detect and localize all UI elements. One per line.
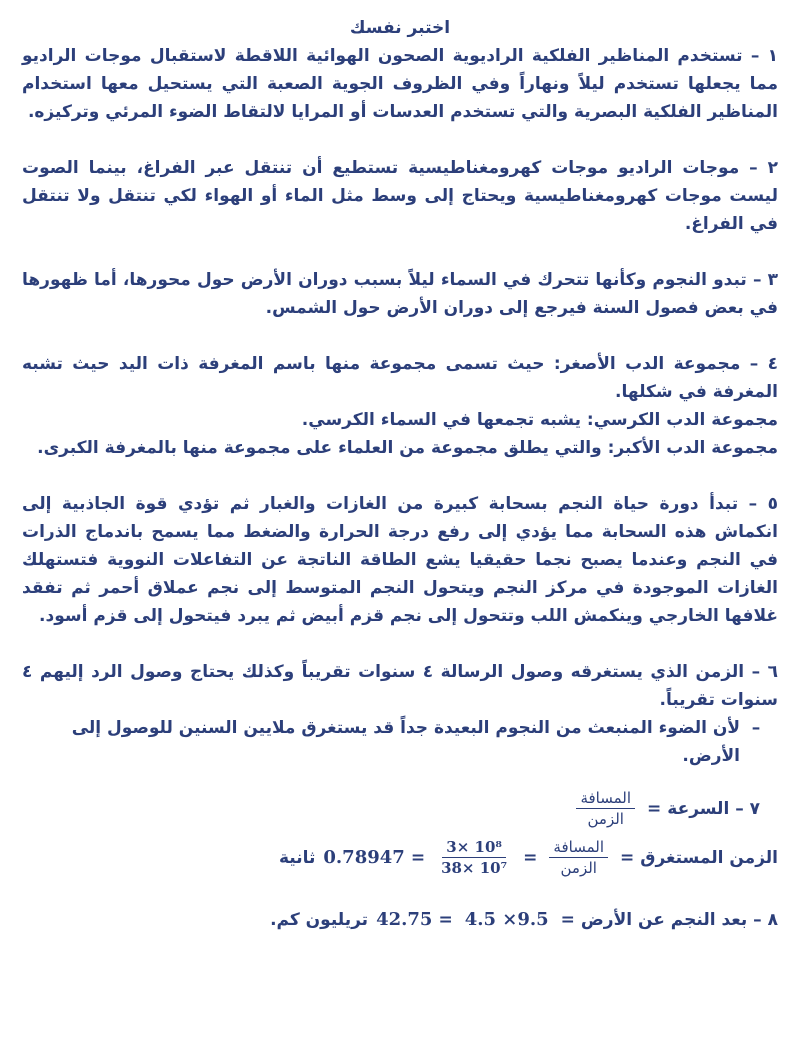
answer-4-line-1: ٤ – مجموعة الدب الأصغر: حيث تسمى مجموعة منها باسم المغرفة ذات اليد حيث تشبه المغرفة في شكلها. — [22, 354, 778, 402]
answer-5: ٥ – تبدأ دورة حياة النجم بسحابة كبيرة من الغازات والغبار ثم تؤدي قوة الجاذبية إلى انكماش هذه السحابة مما يؤدي إلى رفع درجة الحرارة والضغط مما يسمح باندماج الذرات في النجم وعندما يصبح نجما حقيقيا يشع الطاقة الناتجة عن التفاعلات النووية فتستهلك الغازات الموجودة في مركز النجم ويتحول النجم المتوسط إلى نجم عملاق أحمر ثم تفقد غلافها الخارجي وينكمش اللب وتتحول إلى نجم قزم أبيض ثم يبرد فيتحول إلى قزم أسود. — [22, 494, 778, 626]
distance-over-time-fraction — [549, 837, 608, 878]
equals-sign: = — [410, 847, 426, 868]
speed-label: ٧ – السرعة — [667, 798, 760, 819]
answer-6-text: ٦ – الزمن الذي يستغرقه وصول الرسالة ٤ سنوات تقريباً وكذلك يحتاج وصول الرد إليهم ٤ سنوات تقريباً. — [22, 662, 778, 710]
equals-sign: = — [523, 847, 538, 868]
answer-8 — [22, 906, 778, 934]
answer-7 — [22, 788, 778, 878]
time-result: 0.78947 — [323, 846, 405, 868]
distance-expression: 4.5 ×9.5 — [464, 909, 549, 930]
answer-6-bullet — [22, 714, 778, 770]
answer-sheet — [22, 14, 778, 934]
equals-sign: = — [647, 798, 662, 819]
answer-4-line-2: مجموعة الدب الكرسي: يشبه تجمعها في السماء الكرسي. — [301, 410, 778, 430]
fraction-numerator: المسافة — [576, 788, 635, 809]
bullet-text: لأن الضوء المنبعث من النجوم البعيدة جداً قد يستغرق ملايين السنين للوصول إلى الأرض. — [71, 718, 740, 766]
equals-sign: = — [620, 847, 635, 868]
time-calculation — [22, 837, 778, 878]
speed-formula — [22, 788, 778, 829]
answer-6 — [22, 658, 778, 770]
numeric-fraction — [437, 837, 511, 878]
answer-4 — [22, 350, 778, 462]
time-unit: ثانية — [278, 847, 316, 868]
distance-unit: تريليون كم. — [270, 910, 369, 930]
answer-3: ٣ – تبدو النجوم وكأنها تتحرك في السماء ليلاً بسبب دوران الأرض حول محورها، أما ظهورها في بعض فصول السنة فيرجع إلى دوران الأرض حول الشمس. — [22, 270, 778, 318]
fraction-denominator: الزمن — [560, 859, 597, 877]
distance-over-time-fraction — [576, 788, 635, 829]
page-title: اختبر نفسك — [349, 18, 451, 38]
bullet-dash: – — [751, 718, 761, 738]
distance-result: 42.75 — [376, 909, 433, 930]
fraction-numerator: المسافة — [549, 837, 608, 858]
numeric-denominator: 38× 10⁷ — [441, 859, 508, 877]
answer-1: ١ – تستخدم المناظير الفلكية الراديوية الصحون الهوائية اللاقطة لاستقبال موجات الراديو مما يجعلها تستخدم ليلاً ونهاراً وفي الظروف الجوية الصعبة التي يستحيل معها استخدام المناظير الفلكية البصرية والتي تستخدم العدسات أو المرايا لالتقاط الضوء المرئي وتركيزه. — [22, 46, 778, 122]
equals-sign: = — [438, 910, 453, 930]
fraction-denominator: الزمن — [587, 810, 624, 828]
answer-2: ٢ – موجات الراديو موجات كهرومغناطيسية تستطيع أن تنتقل عبر الفراغ، بينما الصوت ليست موجات كهرومغناطيسية ويحتاج إلى وسط مثل الماء أو الهواء لكي تنتقل ولا تنتقل في الفراغ. — [22, 158, 778, 234]
answer-4-line-3: مجموعة الدب الأكبر: والتي يطلق مجموعة من العلماء على مجموعة منها بالمغرفة الكبرى. — [37, 438, 778, 458]
equals-sign: = — [560, 910, 575, 930]
distance-label: ٨ – بعد النجم عن الأرض — [580, 910, 778, 930]
time-label: الزمن المستغرق — [640, 847, 778, 868]
numeric-numerator: 3× 10⁸ — [442, 837, 506, 858]
